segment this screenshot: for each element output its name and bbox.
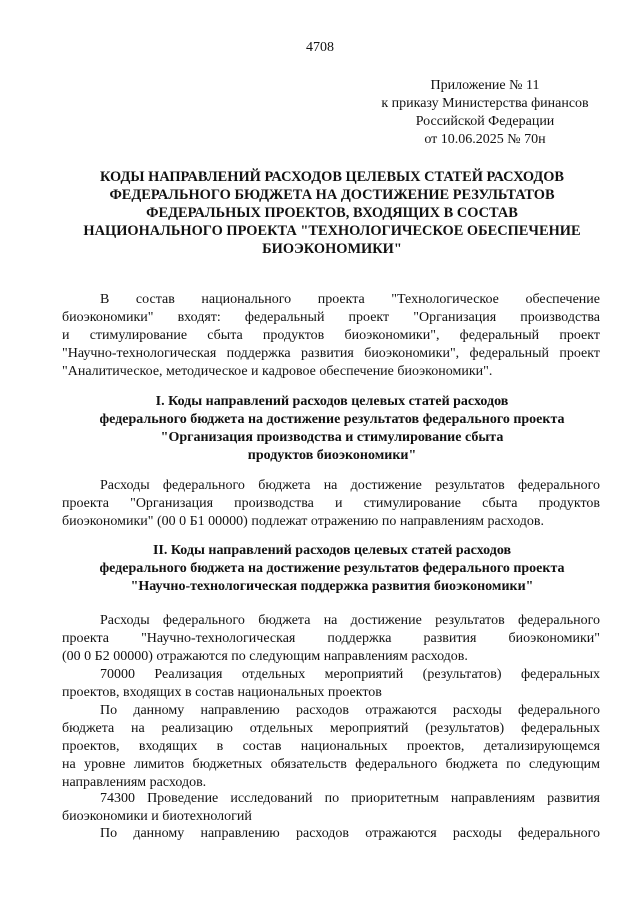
text-line: проекта "Научно-технологическая поддержка развития биоэкономики" [62,631,600,646]
section-2-paragraph-5 [62,825,600,843]
section-1-heading [62,393,602,465]
heading-line: продуктов биоэкономики" [247,448,417,463]
heading-line: II. Коды направлений расходов целевых статей расходов [152,543,512,558]
title-line: ФЕДЕРАЛЬНЫХ ПРОЕКТОВ, ВХОДЯЩИХ В СОСТАВ [146,205,518,221]
text-line: проектов, входящих в состав национальных проектов [62,685,382,700]
heading-line: I. Коды направлений расходов целевых статей расходов [155,394,509,409]
section-1-paragraph [62,477,600,531]
section-2-paragraph-4 [62,790,600,826]
appendix-line: Российской Федерации [415,114,555,129]
text-line: бюджета на реализацию отдельных мероприятий (результатов) федеральных [62,721,600,736]
text-line: Расходы федерального бюджета на достижение результатов федерального [100,478,600,493]
section-2-paragraph-2 [62,666,600,702]
document-title [62,168,602,258]
text-line: проектов, входящих в состав национальных проектов, детализирующемся [62,739,600,754]
section-2-heading [62,542,602,596]
text-line: биоэкономики и биотехнологий [62,809,252,824]
intro-paragraph [62,291,600,381]
text-line: 74300 Проведение исследований по приоритетным направлениям развития [100,791,600,806]
appendix-line: от 10.06.2025 № 70н [424,132,546,147]
appendix-header [360,77,610,149]
section-2-paragraph-3 [62,702,600,792]
title-line: НАЦИОНАЛЬНОГО ПРОЕКТА "ТЕХНОЛОГИЧЕСКОЕ ОБЕСПЕЧЕНИЕ [83,223,581,239]
text-line: биоэкономики" входят: федеральный проект "Организация производства [62,310,600,325]
title-line: ФЕДЕРАЛЬНОГО БЮДЖЕТА НА ДОСТИЖЕНИЕ РЕЗУЛЬТАТОВ [109,187,555,203]
page-number: 4708 [306,40,334,55]
text-line: 70000 Реализация отдельных мероприятий (результатов) федеральных [100,667,600,682]
appendix-line: к приказу Министерства финансов [381,96,589,111]
title-line: БИОЭКОНОМИКИ" [262,241,402,257]
text-line: Расходы федерального бюджета на достижение результатов федерального [100,613,600,628]
title-line: КОДЫ НАПРАВЛЕНИЙ РАСХОДОВ ЦЕЛЕВЫХ СТАТЕЙ РАСХОДОВ [99,169,565,185]
text-line: (00 0 Б2 00000) отражаются по следующим направлениям расходов. [62,649,468,664]
text-line: "Аналитическое, методическое и кадровое обеспечение биоэкономики". [62,364,493,379]
text-line: на уровне лимитов бюджетных обязательств федерального бюджета по следующим [62,757,600,772]
heading-line: федерального бюджета на достижение результатов федерального проекта [99,412,565,427]
text-line: По данному направлению расходов отражаются расходы федерального [100,703,600,718]
section-2-paragraph-1 [62,612,600,666]
heading-line: "Организация производства и стимулирование сбыта [160,430,504,445]
text-line: "Научно-технологическая поддержка развития биоэкономики", федеральный проект [62,346,600,361]
text-line: биоэкономики" (00 0 Б1 00000) подлежат отражению по направлениям расходов. [62,514,545,529]
heading-line: федерального бюджета на достижение результатов федерального проекта [99,561,565,576]
text-line: В состав национального проекта "Технологическое обеспечение [100,292,600,307]
text-line: проекта "Организация производства и стимулирование сбыта продуктов [62,496,600,511]
heading-line: "Научно-технологическая поддержка развития биоэкономики" [130,579,534,594]
appendix-line: Приложение № 11 [430,78,540,93]
text-line: направлениям расходов. [62,775,207,790]
text-line: и стимулирование сбыта продуктов биоэкономики", федеральный проект [62,328,600,343]
text-line: По данному направлению расходов отражаются расходы федерального [100,826,600,841]
